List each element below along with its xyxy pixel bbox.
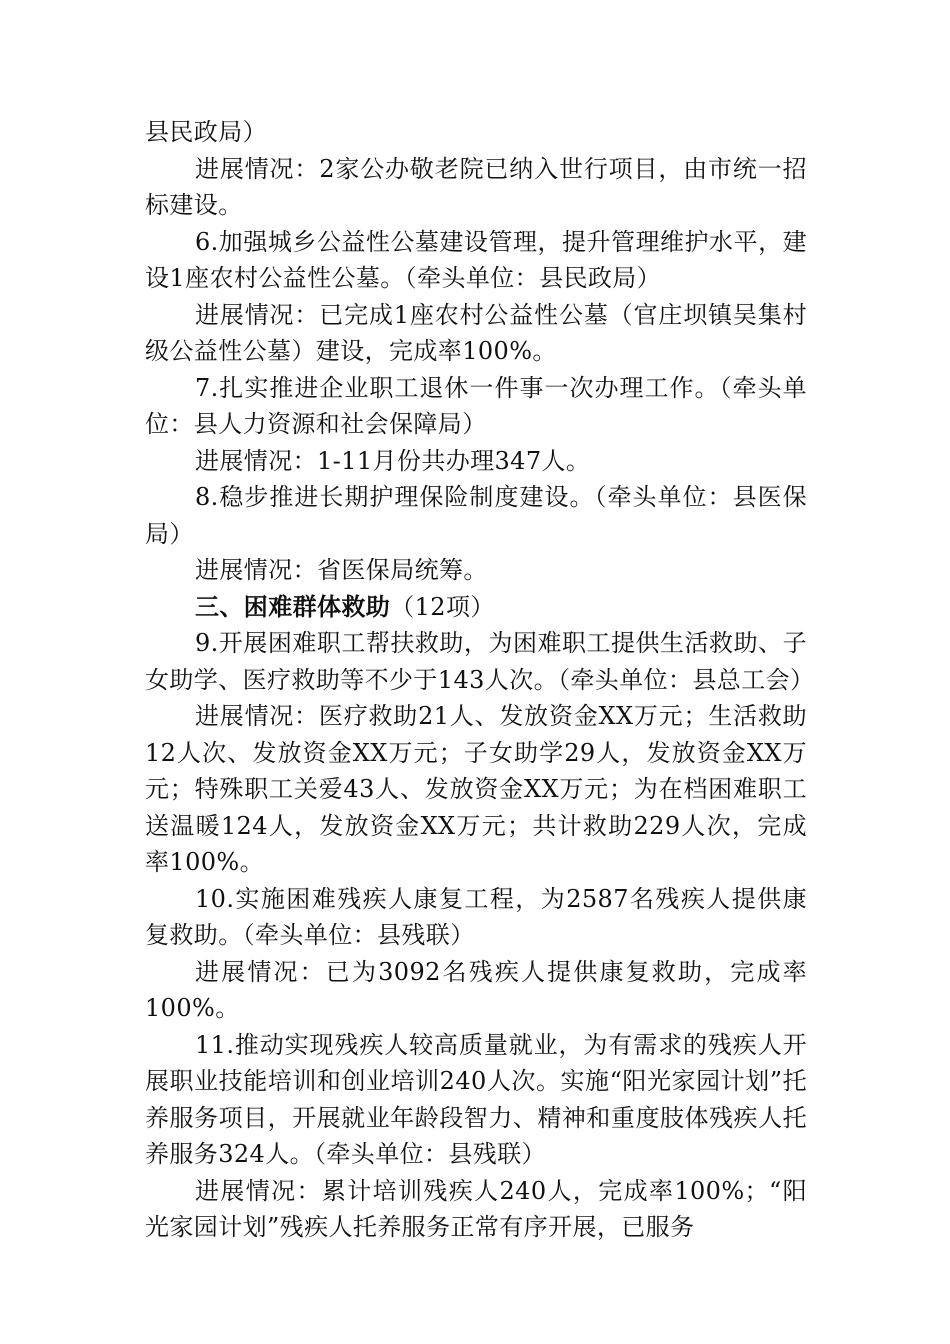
item-paragraph-8: 8.稳步推进长期护理保险制度建设。（牵头单位：县医保局） xyxy=(145,483,807,548)
section-heading xyxy=(145,589,807,626)
section-heading-count: （12项） xyxy=(390,592,495,621)
progress-paragraph: 进展情况：医疗救助21人、发放资金XX万元；生活救助12人次、发放资金XX万元；子女助学29人，发放资金XX万元；特殊职工关爱43人、发放资金XX万元；为在档困难职工送温暖124人，发放资金XX万元；共计救助229人次，完成率100%。 xyxy=(145,702,807,876)
progress-paragraph: 进展情况：已完成1座农村公益性公墓（官庄坝镇吴集村级公益性公墓）建设，完成率100%。 xyxy=(145,300,807,365)
section-heading-title: 三、困难群体救助 xyxy=(195,591,391,621)
progress-paragraph: 进展情况：省医保局统筹。 xyxy=(195,556,488,584)
item-paragraph-6: 6.加强城乡公益性公墓建设管理，提升管理维护水平，建设1座农村公益性公墓。（牵头单位：县民政局） xyxy=(145,227,807,292)
item-paragraph-11: 11.推动实现残疾人较高质量就业，为有需求的残疾人开展职业技能培训和创业培训240人次。实施“阳光家园计划”托养服务项目，开展就业年龄段智力、精神和重度肢体残疾人托养服务324人。（牵头单位：县残联） xyxy=(145,1030,807,1168)
paragraph-continuation: 县民政局） xyxy=(145,118,267,146)
document-body xyxy=(145,114,815,1246)
progress-paragraph: 进展情况：已为3092名残疾人提供康复救助，完成率100%。 xyxy=(145,957,807,1022)
item-paragraph-9: 9.开展困难职工帮扶救助，为困难职工提供生活救助、子女助学、医疗救助等不少于143人次。（牵头单位：县总工会） xyxy=(145,629,815,694)
progress-paragraph: 进展情况：2家公办敬老院已纳入世行项目，由市统一招标建设。 xyxy=(145,154,807,219)
item-paragraph-7: 7.扎实推进企业职工退休一件事一次办理工作。（牵头单位：县人力资源和社会保障局） xyxy=(145,373,807,438)
item-paragraph-10: 10.实施困难残疾人康复工程，为2587名残疾人提供康复救助。（牵头单位：县残联） xyxy=(145,884,807,949)
progress-paragraph: 进展情况：累计培训残疾人240人，完成率100%；“阳光家园计划”残疾人托养服务正常有序开展，已服务 xyxy=(145,1176,807,1241)
progress-paragraph: 进展情况：1-11月份共办理347人。 xyxy=(195,446,591,475)
